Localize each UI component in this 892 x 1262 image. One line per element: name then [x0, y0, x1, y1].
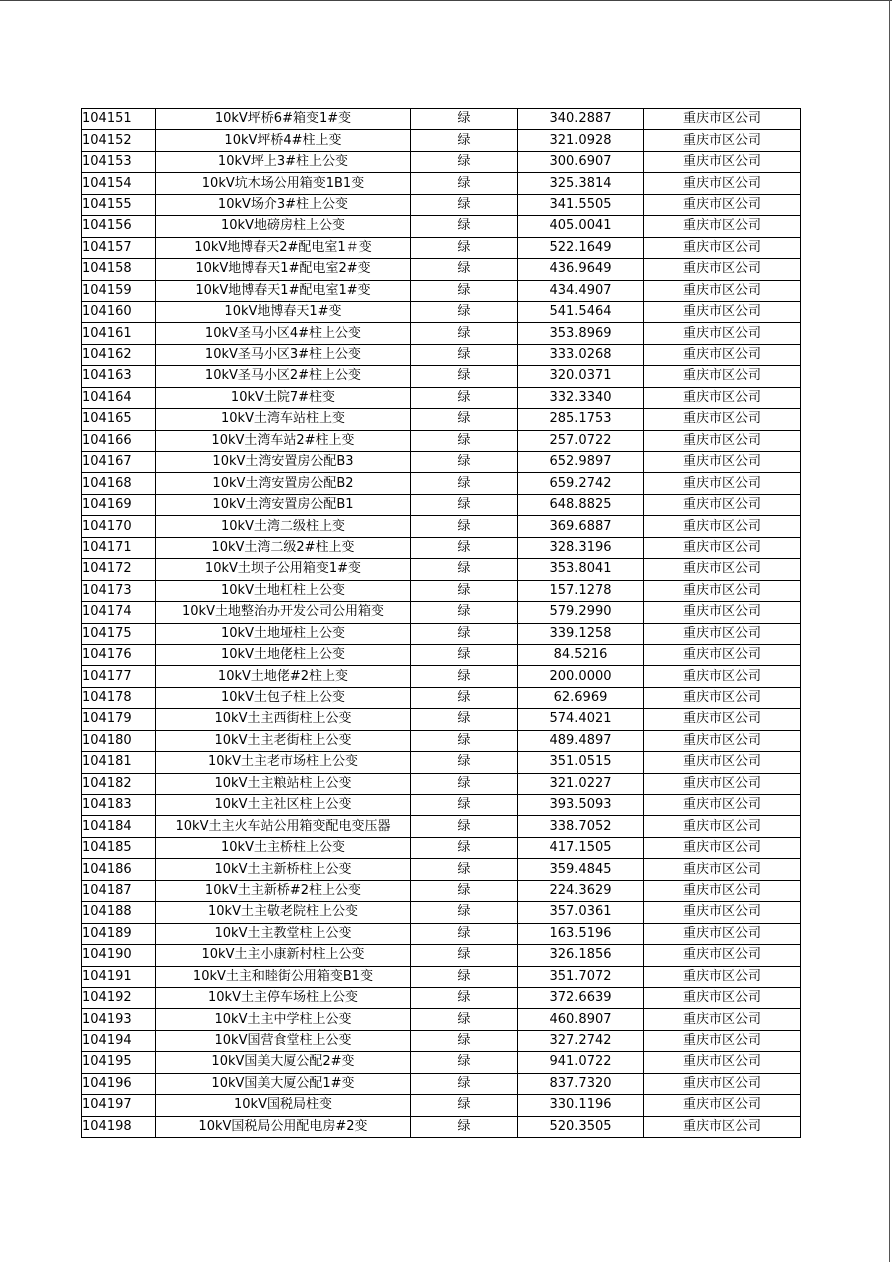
cell-name: 10kV土主火车站公用箱变配电变压器	[156, 816, 411, 837]
cell-color: 绿	[411, 1116, 518, 1137]
cell-value: 353.8041	[518, 559, 644, 580]
table-row	[82, 580, 801, 601]
cell-name: 10kV土主教堂柱上公变	[156, 923, 411, 944]
cell-id: 104171	[82, 537, 156, 558]
cell-id: 104170	[82, 516, 156, 537]
cell-color: 绿	[411, 623, 518, 644]
table-row	[82, 344, 801, 365]
table-row	[82, 602, 801, 623]
cell-value: 357.0361	[518, 902, 644, 923]
cell-company: 重庆市区公司	[644, 473, 801, 494]
cell-id: 104159	[82, 280, 156, 301]
cell-value: 369.6887	[518, 516, 644, 537]
table-row	[82, 1052, 801, 1073]
cell-company: 重庆市区公司	[644, 323, 801, 344]
cell-id: 104187	[82, 880, 156, 901]
cell-name: 10kV坪上3#柱上公变	[156, 151, 411, 172]
cell-id: 104191	[82, 966, 156, 987]
cell-color: 绿	[411, 773, 518, 794]
page-right-border	[889, 0, 890, 1262]
cell-company: 重庆市区公司	[644, 301, 801, 322]
cell-id: 104167	[82, 452, 156, 473]
cell-color: 绿	[411, 816, 518, 837]
cell-value: 332.3340	[518, 387, 644, 408]
cell-value: 434.4907	[518, 280, 644, 301]
cell-name: 10kV土主和睦街公用箱变B1变	[156, 966, 411, 987]
cell-color: 绿	[411, 1073, 518, 1094]
cell-id: 104153	[82, 151, 156, 172]
cell-id: 104173	[82, 580, 156, 601]
cell-id: 104181	[82, 752, 156, 773]
cell-id: 104185	[82, 837, 156, 858]
table-row	[82, 216, 801, 237]
cell-color: 绿	[411, 151, 518, 172]
cell-color: 绿	[411, 687, 518, 708]
table-row	[82, 623, 801, 644]
cell-value: 163.5196	[518, 923, 644, 944]
cell-company: 重庆市区公司	[644, 644, 801, 665]
cell-id: 104163	[82, 366, 156, 387]
cell-color: 绿	[411, 837, 518, 858]
cell-id: 104164	[82, 387, 156, 408]
cell-name: 10kV地博春天1#配电室1#变	[156, 280, 411, 301]
cell-company: 重庆市区公司	[644, 902, 801, 923]
cell-company: 重庆市区公司	[644, 602, 801, 623]
cell-value: 520.3505	[518, 1116, 644, 1137]
cell-name: 10kV土湾车站2#柱上变	[156, 430, 411, 451]
cell-color: 绿	[411, 559, 518, 580]
cell-company: 重庆市区公司	[644, 151, 801, 172]
cell-name: 10kV国美大厦公配1#变	[156, 1073, 411, 1094]
cell-value: 62.6969	[518, 687, 644, 708]
cell-color: 绿	[411, 1095, 518, 1116]
cell-value: 579.2990	[518, 602, 644, 623]
cell-value: 300.6907	[518, 151, 644, 172]
cell-color: 绿	[411, 537, 518, 558]
table-row	[82, 537, 801, 558]
cell-company: 重庆市区公司	[644, 945, 801, 966]
cell-name: 10kV土主新桥#2柱上公变	[156, 880, 411, 901]
cell-name: 10kV土主粮站柱上公变	[156, 773, 411, 794]
cell-value: 652.9897	[518, 452, 644, 473]
cell-color: 绿	[411, 280, 518, 301]
cell-color: 绿	[411, 516, 518, 537]
cell-company: 重庆市区公司	[644, 730, 801, 751]
table-row	[82, 752, 801, 773]
cell-name: 10kV土主小康新村柱上公变	[156, 945, 411, 966]
cell-company: 重庆市区公司	[644, 1009, 801, 1030]
cell-id: 104176	[82, 644, 156, 665]
cell-company: 重庆市区公司	[644, 430, 801, 451]
cell-company: 重庆市区公司	[644, 773, 801, 794]
cell-color: 绿	[411, 130, 518, 151]
cell-company: 重庆市区公司	[644, 1116, 801, 1137]
cell-name: 10kV土院7#柱变	[156, 387, 411, 408]
cell-company: 重庆市区公司	[644, 173, 801, 194]
table-row	[82, 1009, 801, 1030]
cell-value: 359.4845	[518, 859, 644, 880]
table-row	[82, 237, 801, 258]
cell-value: 340.2887	[518, 109, 644, 130]
cell-color: 绿	[411, 344, 518, 365]
cell-id: 104193	[82, 1009, 156, 1030]
cell-name: 10kV土主新桥柱上公变	[156, 859, 411, 880]
table-row	[82, 494, 801, 515]
cell-name: 10kV土湾安置房公配B1	[156, 494, 411, 515]
cell-value: 326.1856	[518, 945, 644, 966]
cell-value: 522.1649	[518, 237, 644, 258]
table-row	[82, 194, 801, 215]
cell-name: 10kV地博春天2#配电室1＃变	[156, 237, 411, 258]
table-row	[82, 945, 801, 966]
cell-company: 重庆市区公司	[644, 344, 801, 365]
cell-id: 104161	[82, 323, 156, 344]
cell-id: 104160	[82, 301, 156, 322]
cell-company: 重庆市区公司	[644, 923, 801, 944]
table-row	[82, 859, 801, 880]
cell-color: 绿	[411, 194, 518, 215]
cell-value: 327.2742	[518, 1030, 644, 1051]
table-row	[82, 559, 801, 580]
cell-name: 10kV土地杠柱上公变	[156, 580, 411, 601]
cell-id: 104169	[82, 494, 156, 515]
table-row	[82, 173, 801, 194]
cell-company: 重庆市区公司	[644, 259, 801, 280]
cell-id: 104154	[82, 173, 156, 194]
cell-id: 104197	[82, 1095, 156, 1116]
cell-company: 重庆市区公司	[644, 494, 801, 515]
cell-id: 104192	[82, 987, 156, 1008]
table-row	[82, 1095, 801, 1116]
cell-name: 10kV土湾车站柱上变	[156, 409, 411, 430]
cell-color: 绿	[411, 1052, 518, 1073]
cell-id: 104189	[82, 923, 156, 944]
cell-value: 321.0227	[518, 773, 644, 794]
cell-color: 绿	[411, 966, 518, 987]
cell-company: 重庆市区公司	[644, 1073, 801, 1094]
cell-company: 重庆市区公司	[644, 109, 801, 130]
page-top-border	[0, 0, 892, 1]
cell-value: 393.5093	[518, 795, 644, 816]
cell-color: 绿	[411, 795, 518, 816]
cell-name: 10kV土湾二级2#柱上变	[156, 537, 411, 558]
cell-color: 绿	[411, 666, 518, 687]
cell-value: 436.9649	[518, 259, 644, 280]
cell-color: 绿	[411, 173, 518, 194]
cell-value: 330.1196	[518, 1095, 644, 1116]
cell-color: 绿	[411, 237, 518, 258]
table-row	[82, 730, 801, 751]
cell-value: 417.1505	[518, 837, 644, 858]
cell-id: 104174	[82, 602, 156, 623]
cell-color: 绿	[411, 109, 518, 130]
cell-color: 绿	[411, 880, 518, 901]
cell-company: 重庆市区公司	[644, 666, 801, 687]
cell-id: 104165	[82, 409, 156, 430]
cell-name: 10kV土湾安置房公配B2	[156, 473, 411, 494]
table-row	[82, 880, 801, 901]
cell-company: 重庆市区公司	[644, 387, 801, 408]
cell-company: 重庆市区公司	[644, 130, 801, 151]
cell-id: 104190	[82, 945, 156, 966]
cell-value: 200.0000	[518, 666, 644, 687]
cell-color: 绿	[411, 1009, 518, 1030]
cell-name: 10kV场介3#柱上公变	[156, 194, 411, 215]
table-row	[82, 987, 801, 1008]
cell-id: 104188	[82, 902, 156, 923]
cell-company: 重庆市区公司	[644, 837, 801, 858]
cell-value: 339.1258	[518, 623, 644, 644]
table-row	[82, 1073, 801, 1094]
cell-value: 541.5464	[518, 301, 644, 322]
table-row	[82, 301, 801, 322]
cell-value: 285.1753	[518, 409, 644, 430]
cell-company: 重庆市区公司	[644, 537, 801, 558]
cell-color: 绿	[411, 301, 518, 322]
cell-value: 84.5216	[518, 644, 644, 665]
cell-value: 257.0722	[518, 430, 644, 451]
table-row	[82, 430, 801, 451]
cell-id: 104178	[82, 687, 156, 708]
cell-value: 659.2742	[518, 473, 644, 494]
cell-company: 重庆市区公司	[644, 687, 801, 708]
cell-name: 10kV土地垭柱上公变	[156, 623, 411, 644]
cell-id: 104183	[82, 795, 156, 816]
cell-value: 372.6639	[518, 987, 644, 1008]
cell-company: 重庆市区公司	[644, 816, 801, 837]
cell-company: 重庆市区公司	[644, 366, 801, 387]
table-row	[82, 966, 801, 987]
cell-name: 10kV土地佬柱上公变	[156, 644, 411, 665]
cell-value: 351.7072	[518, 966, 644, 987]
table-row	[82, 151, 801, 172]
cell-company: 重庆市区公司	[644, 516, 801, 537]
cell-color: 绿	[411, 987, 518, 1008]
cell-name: 10kV土湾二级柱上变	[156, 516, 411, 537]
cell-name: 10kV地博春天1#配电室2#变	[156, 259, 411, 280]
cell-value: 941.0722	[518, 1052, 644, 1073]
cell-id: 104179	[82, 709, 156, 730]
cell-color: 绿	[411, 709, 518, 730]
cell-company: 重庆市区公司	[644, 1052, 801, 1073]
cell-value: 351.0515	[518, 752, 644, 773]
cell-id: 104195	[82, 1052, 156, 1073]
cell-value: 574.4021	[518, 709, 644, 730]
cell-id: 104162	[82, 344, 156, 365]
cell-company: 重庆市区公司	[644, 580, 801, 601]
cell-color: 绿	[411, 494, 518, 515]
cell-name: 10kV圣马小区2#柱上公变	[156, 366, 411, 387]
cell-name: 10kV国税局公用配电房#2变	[156, 1116, 411, 1137]
cell-name: 10kV土湾安置房公配B3	[156, 452, 411, 473]
cell-id: 104155	[82, 194, 156, 215]
cell-color: 绿	[411, 430, 518, 451]
cell-id: 104177	[82, 666, 156, 687]
table-row	[82, 452, 801, 473]
cell-name: 10kV土坝子公用箱变1#变	[156, 559, 411, 580]
cell-value: 405.0041	[518, 216, 644, 237]
cell-name: 10kV地博春天1#变	[156, 301, 411, 322]
cell-value: 338.7052	[518, 816, 644, 837]
cell-company: 重庆市区公司	[644, 409, 801, 430]
cell-company: 重庆市区公司	[644, 987, 801, 1008]
table-row	[82, 366, 801, 387]
table-row	[82, 923, 801, 944]
cell-color: 绿	[411, 859, 518, 880]
cell-name: 10kV土主社区柱上公变	[156, 795, 411, 816]
table-row	[82, 259, 801, 280]
cell-company: 重庆市区公司	[644, 1030, 801, 1051]
cell-value: 224.3629	[518, 880, 644, 901]
cell-value: 328.3196	[518, 537, 644, 558]
cell-id: 104196	[82, 1073, 156, 1094]
cell-name: 10kV国美大厦公配2#变	[156, 1052, 411, 1073]
cell-id: 104152	[82, 130, 156, 151]
cell-company: 重庆市区公司	[644, 880, 801, 901]
cell-value: 320.0371	[518, 366, 644, 387]
cell-id: 104157	[82, 237, 156, 258]
cell-color: 绿	[411, 452, 518, 473]
cell-company: 重庆市区公司	[644, 752, 801, 773]
cell-name: 10kV土主中学柱上公变	[156, 1009, 411, 1030]
cell-id: 104184	[82, 816, 156, 837]
cell-id: 104186	[82, 859, 156, 880]
cell-color: 绿	[411, 644, 518, 665]
table-row	[82, 773, 801, 794]
cell-value: 157.1278	[518, 580, 644, 601]
cell-color: 绿	[411, 580, 518, 601]
cell-company: 重庆市区公司	[644, 280, 801, 301]
cell-color: 绿	[411, 945, 518, 966]
cell-company: 重庆市区公司	[644, 623, 801, 644]
table-row	[82, 1030, 801, 1051]
cell-name: 10kV土主西街柱上公变	[156, 709, 411, 730]
cell-value: 489.4897	[518, 730, 644, 751]
cell-value: 321.0928	[518, 130, 644, 151]
cell-color: 绿	[411, 902, 518, 923]
cell-name: 10kV坪桥6#箱变1#变	[156, 109, 411, 130]
cell-value: 648.8825	[518, 494, 644, 515]
cell-id: 104168	[82, 473, 156, 494]
cell-name: 10kV地磅房柱上公变	[156, 216, 411, 237]
cell-name: 10kV土主停车场柱上公变	[156, 987, 411, 1008]
cell-value: 333.0268	[518, 344, 644, 365]
table-body	[82, 109, 801, 1138]
cell-name: 10kV圣马小区4#柱上公变	[156, 323, 411, 344]
cell-name: 10kV坑木场公用箱变1B1变	[156, 173, 411, 194]
table-row	[82, 409, 801, 430]
cell-name: 10kV土主敬老院柱上公变	[156, 902, 411, 923]
table-row	[82, 387, 801, 408]
cell-name: 10kV土主老街柱上公变	[156, 730, 411, 751]
cell-company: 重庆市区公司	[644, 795, 801, 816]
cell-value: 353.8969	[518, 323, 644, 344]
cell-id: 104175	[82, 623, 156, 644]
cell-company: 重庆市区公司	[644, 452, 801, 473]
cell-color: 绿	[411, 923, 518, 944]
cell-name: 10kV土主桥柱上公变	[156, 837, 411, 858]
cell-id: 104166	[82, 430, 156, 451]
transformer-table	[81, 108, 801, 1138]
cell-id: 104172	[82, 559, 156, 580]
cell-color: 绿	[411, 1030, 518, 1051]
cell-value: 837.7320	[518, 1073, 644, 1094]
cell-company: 重庆市区公司	[644, 194, 801, 215]
cell-company: 重庆市区公司	[644, 709, 801, 730]
cell-company: 重庆市区公司	[644, 859, 801, 880]
table-row	[82, 709, 801, 730]
cell-id: 104180	[82, 730, 156, 751]
cell-name: 10kV土包子柱上公变	[156, 687, 411, 708]
cell-name: 10kV土地整治办开发公司公用箱变	[156, 602, 411, 623]
cell-id: 104198	[82, 1116, 156, 1137]
table-row	[82, 130, 801, 151]
table-row	[82, 1116, 801, 1137]
cell-value: 341.5505	[518, 194, 644, 215]
cell-name: 10kV国营食堂柱上公变	[156, 1030, 411, 1051]
cell-id: 104156	[82, 216, 156, 237]
cell-color: 绿	[411, 752, 518, 773]
table-row	[82, 473, 801, 494]
cell-color: 绿	[411, 366, 518, 387]
cell-color: 绿	[411, 409, 518, 430]
cell-color: 绿	[411, 730, 518, 751]
cell-company: 重庆市区公司	[644, 966, 801, 987]
cell-company: 重庆市区公司	[644, 237, 801, 258]
table-row	[82, 109, 801, 130]
cell-id: 104194	[82, 1030, 156, 1051]
cell-color: 绿	[411, 323, 518, 344]
cell-name: 10kV土地佬#2柱上变	[156, 666, 411, 687]
table-row	[82, 837, 801, 858]
cell-company: 重庆市区公司	[644, 1095, 801, 1116]
cell-color: 绿	[411, 216, 518, 237]
cell-color: 绿	[411, 259, 518, 280]
cell-name: 10kV坪桥4#柱上变	[156, 130, 411, 151]
table-row	[82, 644, 801, 665]
cell-color: 绿	[411, 602, 518, 623]
cell-id: 104182	[82, 773, 156, 794]
table-row	[82, 795, 801, 816]
table-row	[82, 666, 801, 687]
cell-id: 104151	[82, 109, 156, 130]
table-row	[82, 516, 801, 537]
cell-color: 绿	[411, 387, 518, 408]
table-row	[82, 280, 801, 301]
cell-company: 重庆市区公司	[644, 216, 801, 237]
table-row	[82, 816, 801, 837]
cell-name: 10kV圣马小区3#柱上公变	[156, 344, 411, 365]
cell-name: 10kV土主老市场柱上公变	[156, 752, 411, 773]
cell-id: 104158	[82, 259, 156, 280]
cell-value: 325.3814	[518, 173, 644, 194]
cell-company: 重庆市区公司	[644, 559, 801, 580]
cell-color: 绿	[411, 473, 518, 494]
cell-value: 460.8907	[518, 1009, 644, 1030]
table-row	[82, 902, 801, 923]
table-row	[82, 323, 801, 344]
cell-name: 10kV国税局柱变	[156, 1095, 411, 1116]
table-row	[82, 687, 801, 708]
